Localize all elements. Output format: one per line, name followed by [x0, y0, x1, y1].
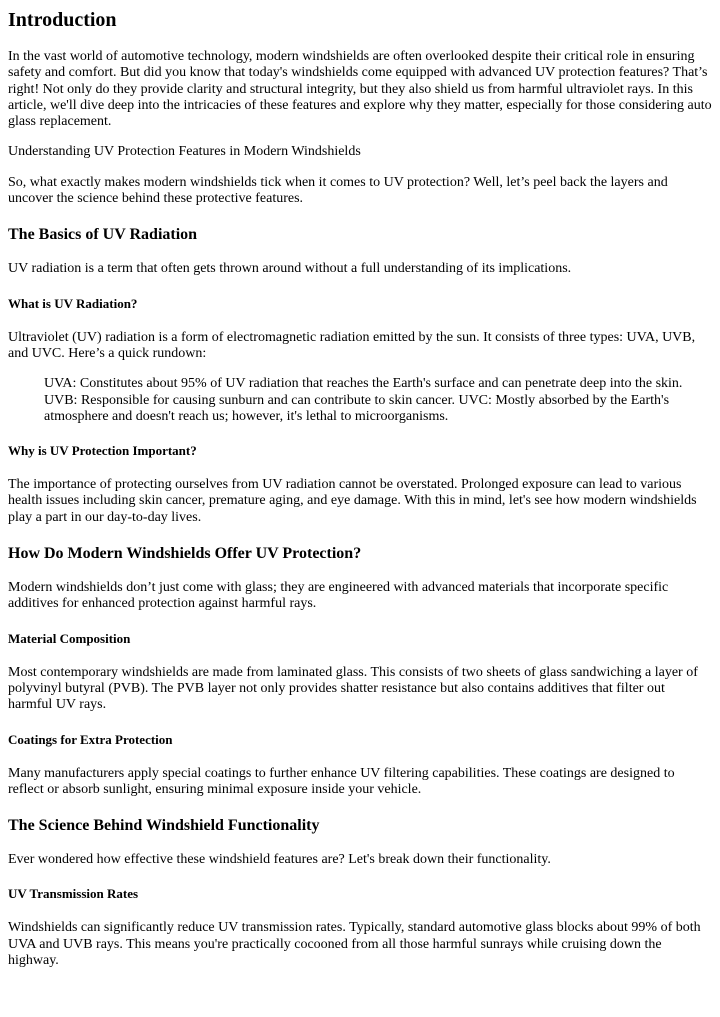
coatings-paragraph: Many manufacturers apply special coatings to further enhance UV filtering capabilities. These coatings are designed to reflect or absorb sunlight, ensuring minimal exposure inside your vehicle.: [8, 765, 675, 797]
intro-subtitle: Understanding UV Protection Features in Modern Windshields: [8, 144, 361, 160]
uv-types-block: UVA: Constitutes about 95% of UV radiation that reaches the Earth's surface and can penetrate deep into the skin. UVB: Responsible for causing sunburn and can contribute to skin cancer. UVC: Mostly absorbed by the Earth's atmosphere and doesn't reach us; however, it's lethal to microorganisms.: [44, 376, 683, 424]
transmission-heading: UV Transmission Rates: [8, 886, 139, 902]
science-paragraph: Ever wondered how effective these windshield features are? Let's break down their functionality.: [8, 852, 551, 868]
basics-heading: The Basics of UV Radiation: [8, 226, 198, 244]
science-heading: The Science Behind Windshield Functionality: [8, 817, 320, 835]
intro-heading: Introduction: [8, 9, 117, 31]
why-protection-paragraph: The importance of protecting ourselves from UV radiation cannot be overstated. Prolonged exposure can lead to various health issues including skin cancer, premature aging, and eye damage. With this in mind, let's see how modern windshields play a part in our day-to-day lives.: [8, 477, 697, 525]
what-is-uv-heading: What is UV Radiation?: [8, 295, 138, 311]
what-is-uv-paragraph: Ultraviolet (UV) radiation is a form of electromagnetic radiation emitted by the sun. It consists of three types: UVA, UVB, and UVC. Here’s a quick rundown:: [8, 329, 696, 361]
coatings-heading: Coatings for Extra Protection: [8, 731, 173, 747]
basics-paragraph: UV radiation is a term that often gets thrown around without a full understanding of its implications.: [8, 261, 572, 277]
protection-paragraph: Modern windshields don’t just come with glass; they are engineered with advanced materials that incorporate specific additives for enhanced protection against harmful rays.: [8, 580, 669, 612]
material-heading: Material Composition: [8, 630, 131, 646]
why-protection-heading: Why is UV Protection Important?: [8, 443, 197, 459]
transmission-paragraph: Windshields can significantly reduce UV transmission rates. Typically, standard automotive glass blocks about 99% of both UVA and UVB rays. This means you're practically cocooned from all those harmful sunrays while cruising down the highway.: [8, 920, 701, 969]
protection-heading: How Do Modern Windshields Offer UV Protection?: [8, 545, 362, 563]
intro-paragraph: In the vast world of automotive technology, modern windshields are often overlooked despite their critical role in ensuring safety and comfort. But did you know that today's windshields come equipped with advanced UV protection features? That’s right! Not only do they provide clarity and structural integrity, but they also shield us from harmful ultraviolet rays. In this article, we'll dive deep into the intricacies of these features and explore why they matter, especially for those considering auto glass replacement.: [8, 49, 712, 130]
material-paragraph: Most contemporary windshields are made from laminated glass. This consists of two sheets of glass sandwiching a layer of polyvinyl butyral (PVB). The PVB layer not only provides shatter resistance but also contains additives that filter out harmful UV rays.: [8, 664, 698, 713]
intro-lead: So, what exactly makes modern windshields tick when it comes to UV protection? Well, let’s peel back the layers and uncover the science behind these protective features.: [8, 174, 668, 207]
